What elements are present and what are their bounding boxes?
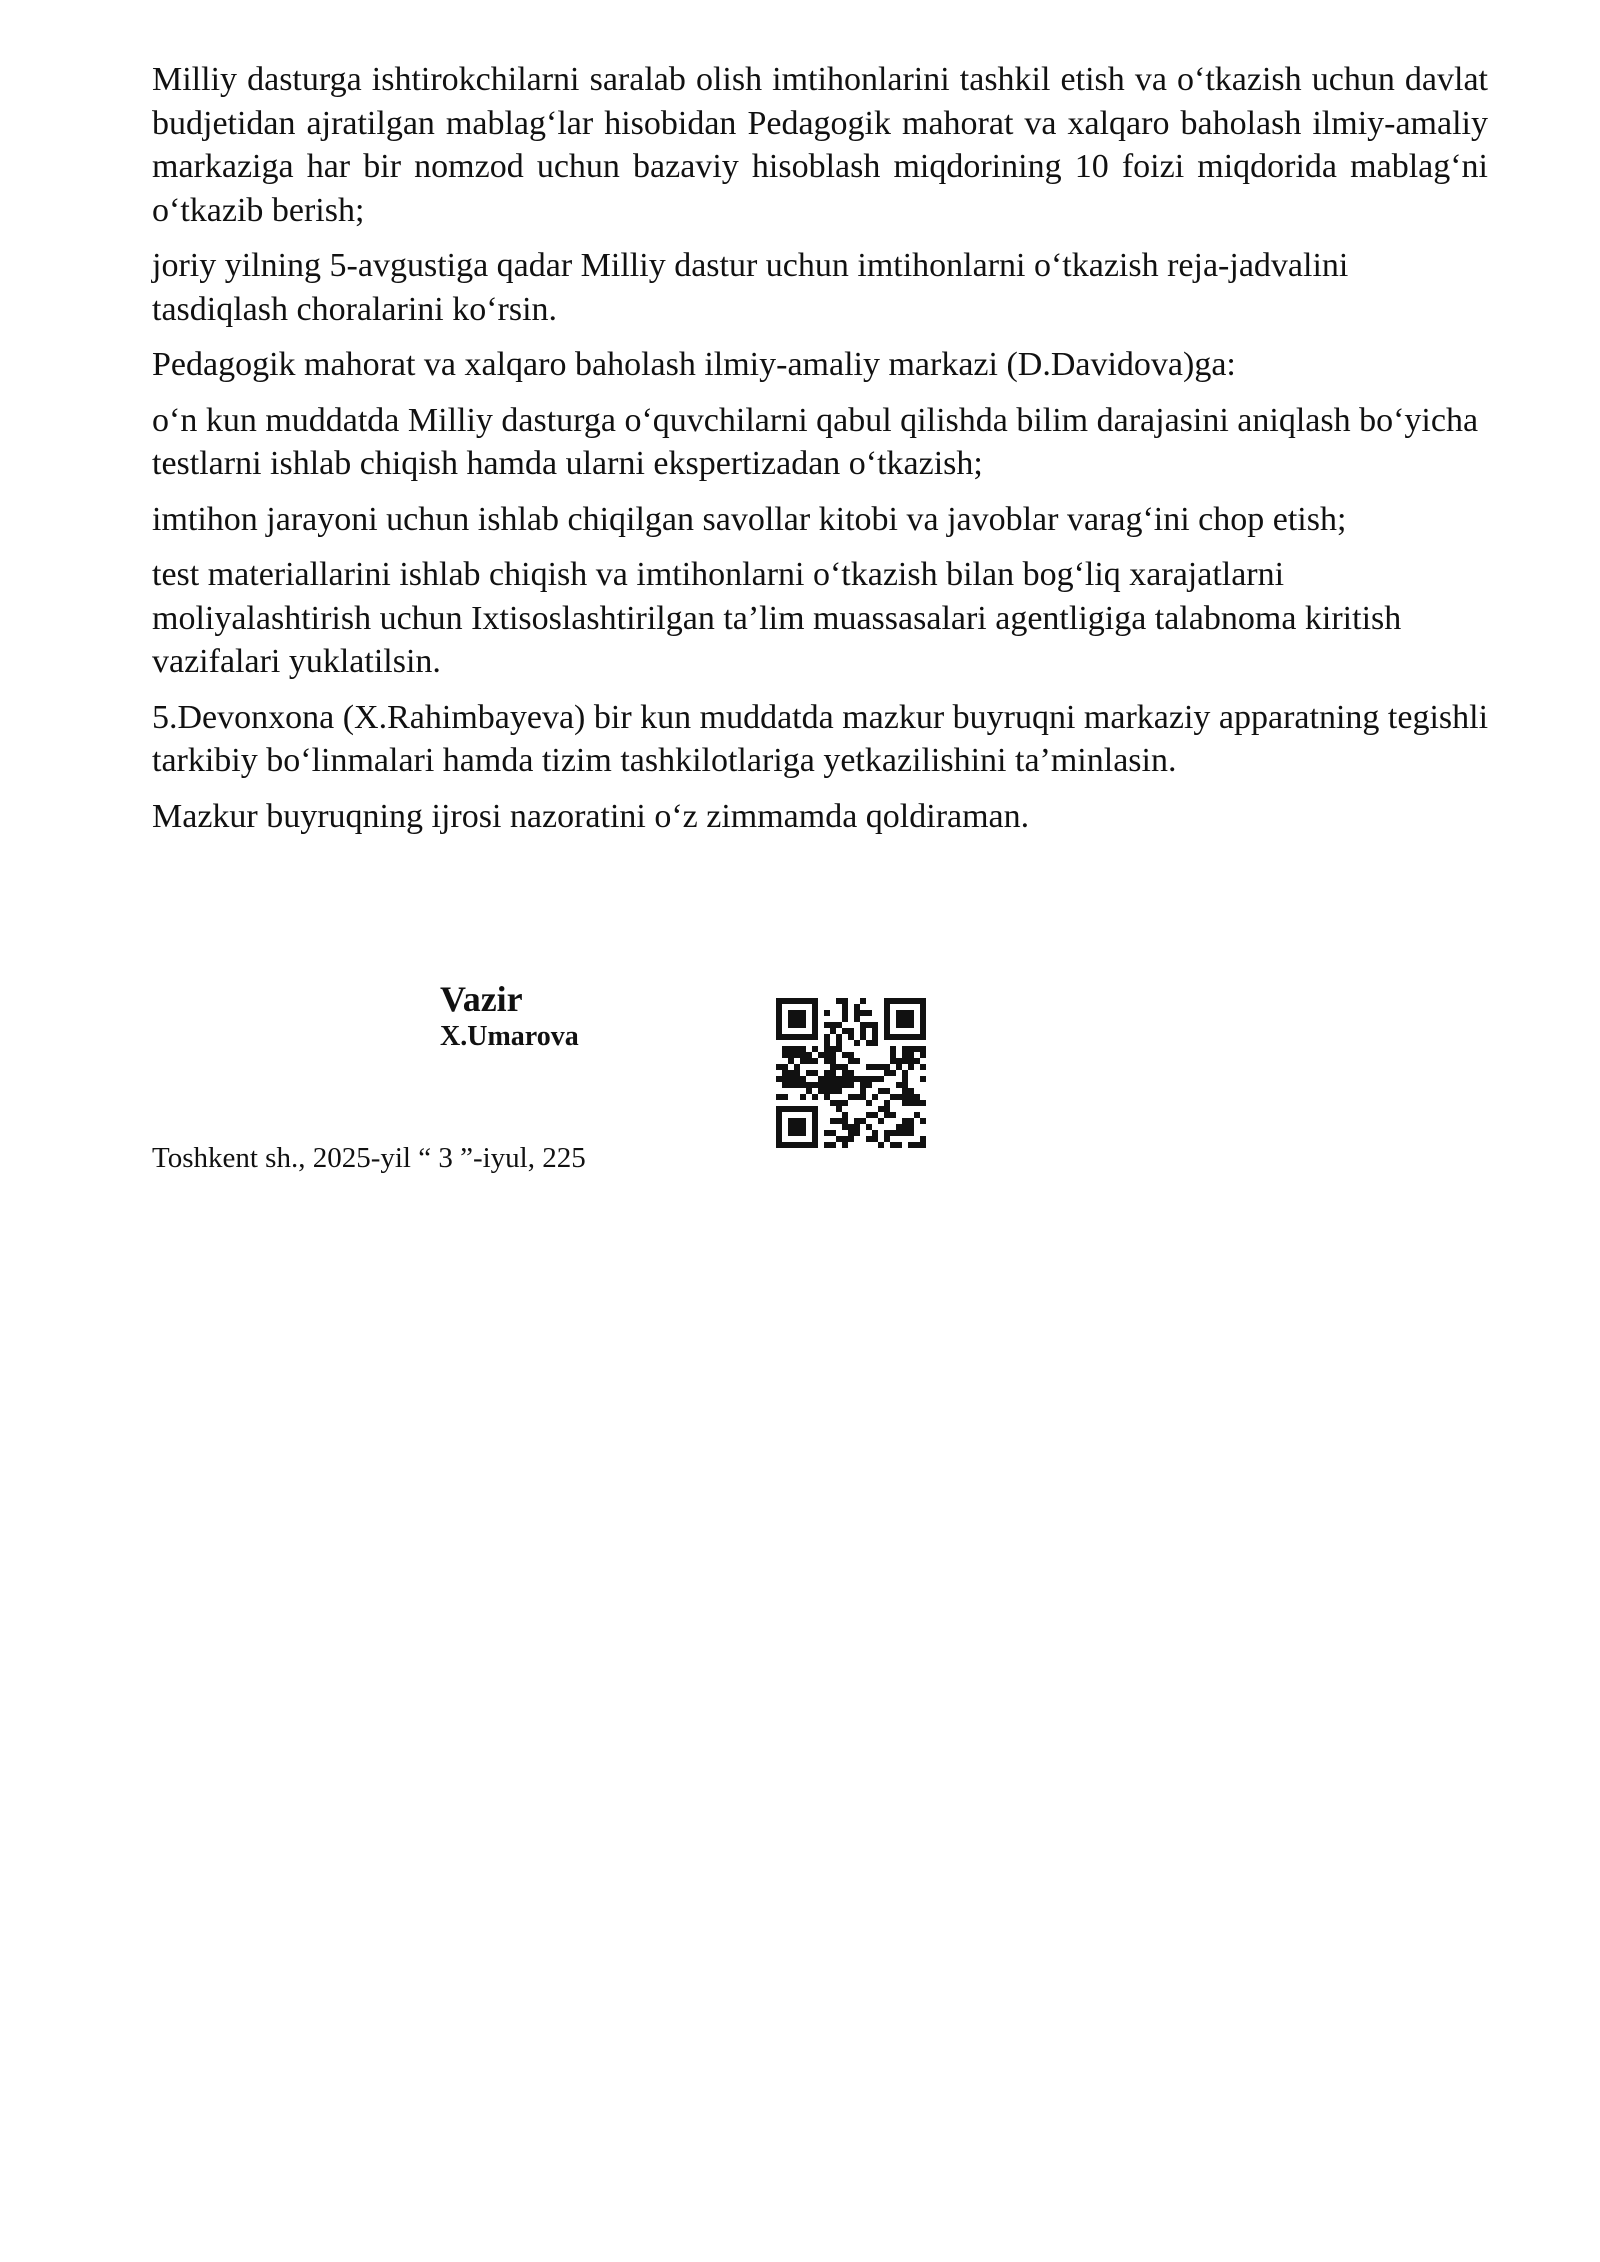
paragraph-control: Mazkur buyruqning ijrosi nazoratini o‘z zimmamda qoldiraman.: [152, 797, 1030, 835]
signature-block: [440, 978, 579, 1054]
paragraph-printing: imtihon jarayoni uchun ishlab chiqilgan savollar kitobi va javoblar varag‘ini chop etish;: [152, 500, 1347, 538]
paragraph-tests: o‘n kun muddatda Milliy dasturga o‘quvchilarni qabul qilishda bilim darajasini aniqlash bo‘yicha testlarni ishlab chiqish hamda ularni ekspertizadan o‘tkazish;: [152, 401, 1479, 482]
paragraph-financing: test materiallarini ishlab chiqish va imtihonlarni o‘tkazish bilan bog‘liq xarajatlarni moliyalashtirish uchun Ixtisoslashtirilgan ta’lim muassasalari agentligiga talabnoma kiritish vazifalari yuklatilsin.: [152, 556, 1402, 680]
paragraph-chancellery: 5.Devonxona (X.Rahimbayeva) bir kun muddatda mazkur buyruqni markaziy apparatning tegishli tarkibiy bo‘linmalari hamda tizim tashkilotlariga yetkazilishini ta’minlasin.: [152, 698, 1489, 779]
paragraph-funding: Milliy dasturga ishtirokchilarni saralab olish imtihonlarini tashkil etish va o‘tkazish uchun davlat budjetidan ajratilgan mablag‘lar hisobidan Pedagogik mahorat va xalqaro baholash ilmiy-amaliy markaziga har bir nomzod uchun bazaviy hisoblash miqdorining 10 foizi miqdorida mablag‘ni o‘tkazib berish;: [152, 61, 1488, 229]
signatory-title: Vazir: [440, 979, 523, 1019]
place-date-number: Toshkent sh., 2025-yil “ 3 ”-iyul, 225: [152, 1142, 586, 1174]
paragraph-schedule: joriy yilning 5-avgustiga qadar Milliy dastur uchun imtihonlarni o‘tkazish reja-jadvalini tasdiqlash choralarini ko‘rsin.: [152, 247, 1349, 328]
paragraph-center-heading: Pedagogik mahorat va xalqaro baholash ilmiy-amaliy markazi (D.Davidova)ga:: [152, 346, 1236, 383]
signatory-name: X.Umarova: [440, 1021, 579, 1052]
document-body: [152, 58, 1488, 850]
qr-code-icon: [772, 998, 930, 1148]
